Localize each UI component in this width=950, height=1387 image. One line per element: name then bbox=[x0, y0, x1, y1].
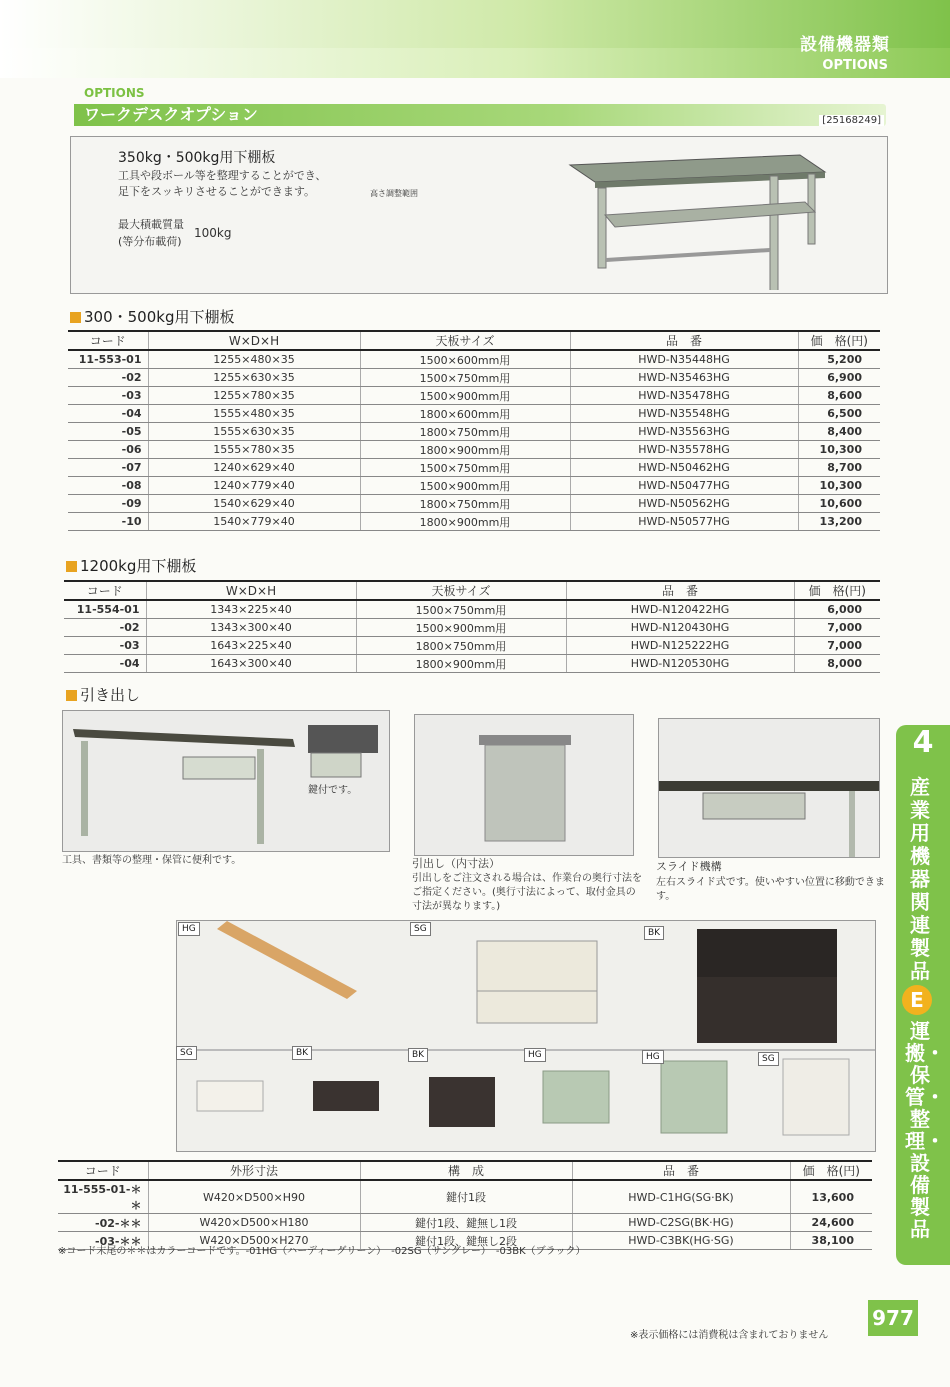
tax-note: ※表示価格には消費税は含まれておりません bbox=[630, 1330, 829, 1341]
color-tag: HG bbox=[178, 922, 200, 936]
table-row bbox=[68, 513, 880, 531]
table-row bbox=[68, 459, 880, 477]
code-cell: -02 bbox=[64, 619, 146, 637]
col-header: 品 番 bbox=[566, 581, 794, 600]
price-cell: 6,500 bbox=[798, 405, 880, 423]
table-cell: 鍵付1段、鍵無し2段 bbox=[360, 1232, 572, 1250]
table-row bbox=[68, 441, 880, 459]
table-row bbox=[64, 600, 880, 619]
table-cell: 1500×600mm用 bbox=[360, 350, 570, 369]
code-cell: -03 bbox=[64, 637, 146, 655]
col-header: コード bbox=[68, 331, 148, 350]
drawer-inner-photo bbox=[414, 714, 634, 856]
slide-title: スライド機構 bbox=[656, 860, 722, 873]
tools-caption: 工具、書類等の整理・保管に便利です。 bbox=[62, 855, 242, 866]
table-cell: 1240×779×40 bbox=[148, 477, 360, 495]
code-cell: -05 bbox=[68, 423, 148, 441]
table-cell: 1500×900mm用 bbox=[356, 619, 566, 637]
col-header: コード bbox=[58, 1161, 148, 1180]
code-cell: -09 bbox=[68, 495, 148, 513]
code-cell: -04 bbox=[64, 655, 146, 673]
table-cell: 1800×900mm用 bbox=[360, 441, 570, 459]
price-cell: 6,000 bbox=[794, 600, 880, 619]
code-cell: -02-＊＊ bbox=[58, 1214, 148, 1232]
load-label-line: (等分布載荷) bbox=[118, 235, 182, 248]
table-row bbox=[68, 477, 880, 495]
table-row bbox=[68, 405, 880, 423]
table-header-row bbox=[68, 331, 880, 350]
price-cell: 5,200 bbox=[798, 350, 880, 369]
table-row bbox=[58, 1180, 872, 1214]
col-header: 品 番 bbox=[572, 1161, 790, 1180]
intro-title: 350kg・500kg用下棚板 bbox=[118, 150, 276, 166]
table-row bbox=[68, 423, 880, 441]
table-cell: 1540×779×40 bbox=[148, 513, 360, 531]
chapter-label: 産業用機器関連製品 bbox=[910, 775, 930, 983]
table-cell: 1255×480×35 bbox=[148, 350, 360, 369]
table-cell: W420×D500×H270 bbox=[148, 1232, 360, 1250]
col-header: 価 格(円) bbox=[794, 581, 880, 600]
intro-desc-line: 足下をスッキリさせることができます。 bbox=[118, 185, 316, 198]
table2 bbox=[64, 580, 880, 673]
table-cell: HWD-N35563HG bbox=[570, 423, 798, 441]
section-letter-badge: E bbox=[902, 985, 932, 1015]
price-cell: 8,000 bbox=[794, 655, 880, 673]
drawer-inner-illustration bbox=[415, 715, 633, 855]
col-header: 外形寸法 bbox=[148, 1161, 360, 1180]
drawer-heading: 引き出し bbox=[66, 684, 140, 705]
price-cell: 8,600 bbox=[798, 387, 880, 405]
table-cell: HWD-N50577HG bbox=[570, 513, 798, 531]
price-cell: 10,300 bbox=[798, 477, 880, 495]
table-cell: HWD-N50462HG bbox=[570, 459, 798, 477]
slide-photo bbox=[658, 718, 880, 858]
load-value: 100kg bbox=[194, 226, 232, 240]
table-cell: 1255×780×35 bbox=[148, 387, 360, 405]
category-subtitle: OPTIONS bbox=[822, 58, 888, 73]
table-cell: 1500×750mm用 bbox=[360, 459, 570, 477]
color-tag: BK bbox=[644, 926, 664, 940]
inner-desc bbox=[412, 872, 642, 914]
table-cell: 1800×900mm用 bbox=[360, 513, 570, 531]
section-label-vertical: 運搬・保管・整理・設備製品 bbox=[905, 1019, 945, 1241]
table-cell: HWD-N35478HG bbox=[570, 387, 798, 405]
drawer-color-photos bbox=[176, 920, 876, 1152]
price-cell: 13,600 bbox=[790, 1180, 872, 1214]
slide-desc-line: 左右スライド式です。使いやすい位置に移動できま bbox=[656, 877, 885, 888]
price-cell: 10,300 bbox=[798, 441, 880, 459]
table-cell: 1540×629×40 bbox=[148, 495, 360, 513]
table-cell: HWD-N35448HG bbox=[570, 350, 798, 369]
table-cell: 1800×750mm用 bbox=[356, 637, 566, 655]
price-cell: 10,600 bbox=[798, 495, 880, 513]
color-tag: SG bbox=[176, 1046, 197, 1060]
code-cell: -02 bbox=[68, 369, 148, 387]
load-label bbox=[118, 216, 184, 250]
workbench-shelf-illustration bbox=[560, 150, 830, 290]
code-cell: -03-＊＊ bbox=[58, 1232, 148, 1250]
page-number: 977 bbox=[868, 1300, 918, 1336]
col-header: 天板サイズ bbox=[356, 581, 566, 600]
table-cell: 1343×225×40 bbox=[146, 600, 356, 619]
table-cell: HWD-N120422HG bbox=[566, 600, 794, 619]
table-cell: HWD-N35463HG bbox=[570, 369, 798, 387]
table-cell: HWD-C2SG(BK·HG) bbox=[572, 1214, 790, 1232]
table-cell: HWD-C1HG(SG·BK) bbox=[572, 1180, 790, 1214]
table-cell: 1555×630×35 bbox=[148, 423, 360, 441]
table1 bbox=[68, 330, 880, 531]
table-row bbox=[68, 495, 880, 513]
inner-desc-line: 寸法が異なります。) bbox=[412, 901, 501, 912]
price-cell: 8,400 bbox=[798, 423, 880, 441]
col-header: コード bbox=[64, 581, 146, 600]
code-cell: -07 bbox=[68, 459, 148, 477]
table-cell: HWD-N50562HG bbox=[570, 495, 798, 513]
color-tag: BK bbox=[292, 1046, 312, 1060]
table-cell: HWD-N120530HG bbox=[566, 655, 794, 673]
price-cell: 38,100 bbox=[790, 1232, 872, 1250]
table-cell: 1500×750mm用 bbox=[356, 600, 566, 619]
table-cell: W420×D500×H90 bbox=[148, 1180, 360, 1214]
col-header: 価 格(円) bbox=[798, 331, 880, 350]
table-cell: HWD-C3BK(HG·SG) bbox=[572, 1232, 790, 1250]
section-code: [25168249] bbox=[819, 115, 884, 126]
table-row bbox=[64, 619, 880, 637]
table-row bbox=[64, 637, 880, 655]
inner-desc-line: ご指定ください。(奥行寸法によって、取付金具の bbox=[412, 887, 636, 898]
workbench-drawer-illustration bbox=[63, 711, 389, 851]
table-cell: 1800×600mm用 bbox=[360, 405, 570, 423]
price-cell: 13,200 bbox=[798, 513, 880, 531]
code-cell: -06 bbox=[68, 441, 148, 459]
inner-desc-line: 引出しをご注文される場合は、作業台の奥行寸法を bbox=[412, 873, 642, 884]
color-tag: HG bbox=[642, 1050, 664, 1064]
code-cell: 11-555-01-＊＊ bbox=[58, 1180, 148, 1214]
table-cell: 1500×900mm用 bbox=[360, 477, 570, 495]
table-header-row bbox=[64, 581, 880, 600]
table-cell: 1643×300×40 bbox=[146, 655, 356, 673]
color-code-footnote: ※コード末尾の＊＊はカラーコードです。-01HG（ハーディーグリーン） -02SG（サングレー） -03BK（ブラック） bbox=[58, 1246, 586, 1257]
drawer-workbench-photo bbox=[62, 710, 390, 852]
table-cell: HWD-N35578HG bbox=[570, 441, 798, 459]
table-cell: HWD-N120430HG bbox=[566, 619, 794, 637]
slide-illustration bbox=[659, 719, 879, 857]
table-header-row bbox=[58, 1161, 872, 1180]
table-row bbox=[58, 1214, 872, 1232]
color-tag: SG bbox=[410, 922, 431, 936]
key-caption: 鍵付です。 bbox=[308, 785, 358, 796]
drawer-color-illustration bbox=[177, 921, 875, 1151]
inner-title: 引出し（内寸法） bbox=[412, 857, 500, 870]
code-cell: -08 bbox=[68, 477, 148, 495]
col-header: W×D×H bbox=[148, 331, 360, 350]
chapter-number: 4 bbox=[912, 725, 934, 760]
table-cell: 1555×480×35 bbox=[148, 405, 360, 423]
col-header: 価 格(円) bbox=[790, 1161, 872, 1180]
color-tag: BK bbox=[408, 1048, 428, 1062]
table2-heading: 1200kg用下棚板 bbox=[66, 555, 196, 576]
table-cell: 鍵付1段 bbox=[360, 1180, 572, 1214]
table-cell: 鍵付1段、鍵無し1段 bbox=[360, 1214, 572, 1232]
table-cell: 1800×900mm用 bbox=[356, 655, 566, 673]
table-cell: 1255×630×35 bbox=[148, 369, 360, 387]
table-row bbox=[68, 387, 880, 405]
table-cell: 1500×900mm用 bbox=[360, 387, 570, 405]
col-header: 構 成 bbox=[360, 1161, 572, 1180]
table-cell: 1800×750mm用 bbox=[360, 495, 570, 513]
code-cell: -04 bbox=[68, 405, 148, 423]
price-cell: 8,700 bbox=[798, 459, 880, 477]
color-tag: SG bbox=[758, 1052, 779, 1066]
table-cell: 1643×225×40 bbox=[146, 637, 356, 655]
table-row bbox=[68, 369, 880, 387]
height-label: 高さ調整範囲 bbox=[370, 189, 418, 198]
table-cell: 1555×780×35 bbox=[148, 441, 360, 459]
code-cell: -10 bbox=[68, 513, 148, 531]
code-cell: -03 bbox=[68, 387, 148, 405]
table-cell: HWD-N50477HG bbox=[570, 477, 798, 495]
table-cell: 1800×750mm用 bbox=[360, 423, 570, 441]
code-cell: 11-554-01 bbox=[64, 600, 146, 619]
price-cell: 7,000 bbox=[794, 619, 880, 637]
table3 bbox=[58, 1160, 872, 1250]
table-row bbox=[64, 655, 880, 673]
col-header: W×D×H bbox=[146, 581, 356, 600]
slide-desc bbox=[656, 876, 885, 904]
table1-heading: 300・500kg用下棚板 bbox=[70, 306, 234, 327]
price-cell: 7,000 bbox=[794, 637, 880, 655]
price-cell: 6,900 bbox=[798, 369, 880, 387]
price-cell: 24,600 bbox=[790, 1214, 872, 1232]
table-cell: W420×D500×H180 bbox=[148, 1214, 360, 1232]
slide-desc-line: す。 bbox=[656, 891, 676, 902]
section-title: ワークデスクオプション bbox=[84, 105, 258, 124]
color-tag: HG bbox=[524, 1048, 546, 1062]
table-cell: 1240×629×40 bbox=[148, 459, 360, 477]
code-cell: 11-553-01 bbox=[68, 350, 148, 369]
category-title: 設備機器類 bbox=[800, 35, 890, 55]
table-cell: HWD-N35548HG bbox=[570, 405, 798, 423]
table-cell: HWD-N125222HG bbox=[566, 637, 794, 655]
intro-desc-line: 工具や段ボール等を整理することができ、 bbox=[118, 169, 327, 182]
table-cell: 1500×750mm用 bbox=[360, 369, 570, 387]
col-header: 品 番 bbox=[570, 331, 798, 350]
col-header: 天板サイズ bbox=[360, 331, 570, 350]
table-cell: 1343×300×40 bbox=[146, 619, 356, 637]
load-label-line: 最大積載質量 bbox=[118, 218, 184, 231]
section-label: OPTIONS bbox=[84, 86, 145, 100]
table-row bbox=[68, 350, 880, 369]
